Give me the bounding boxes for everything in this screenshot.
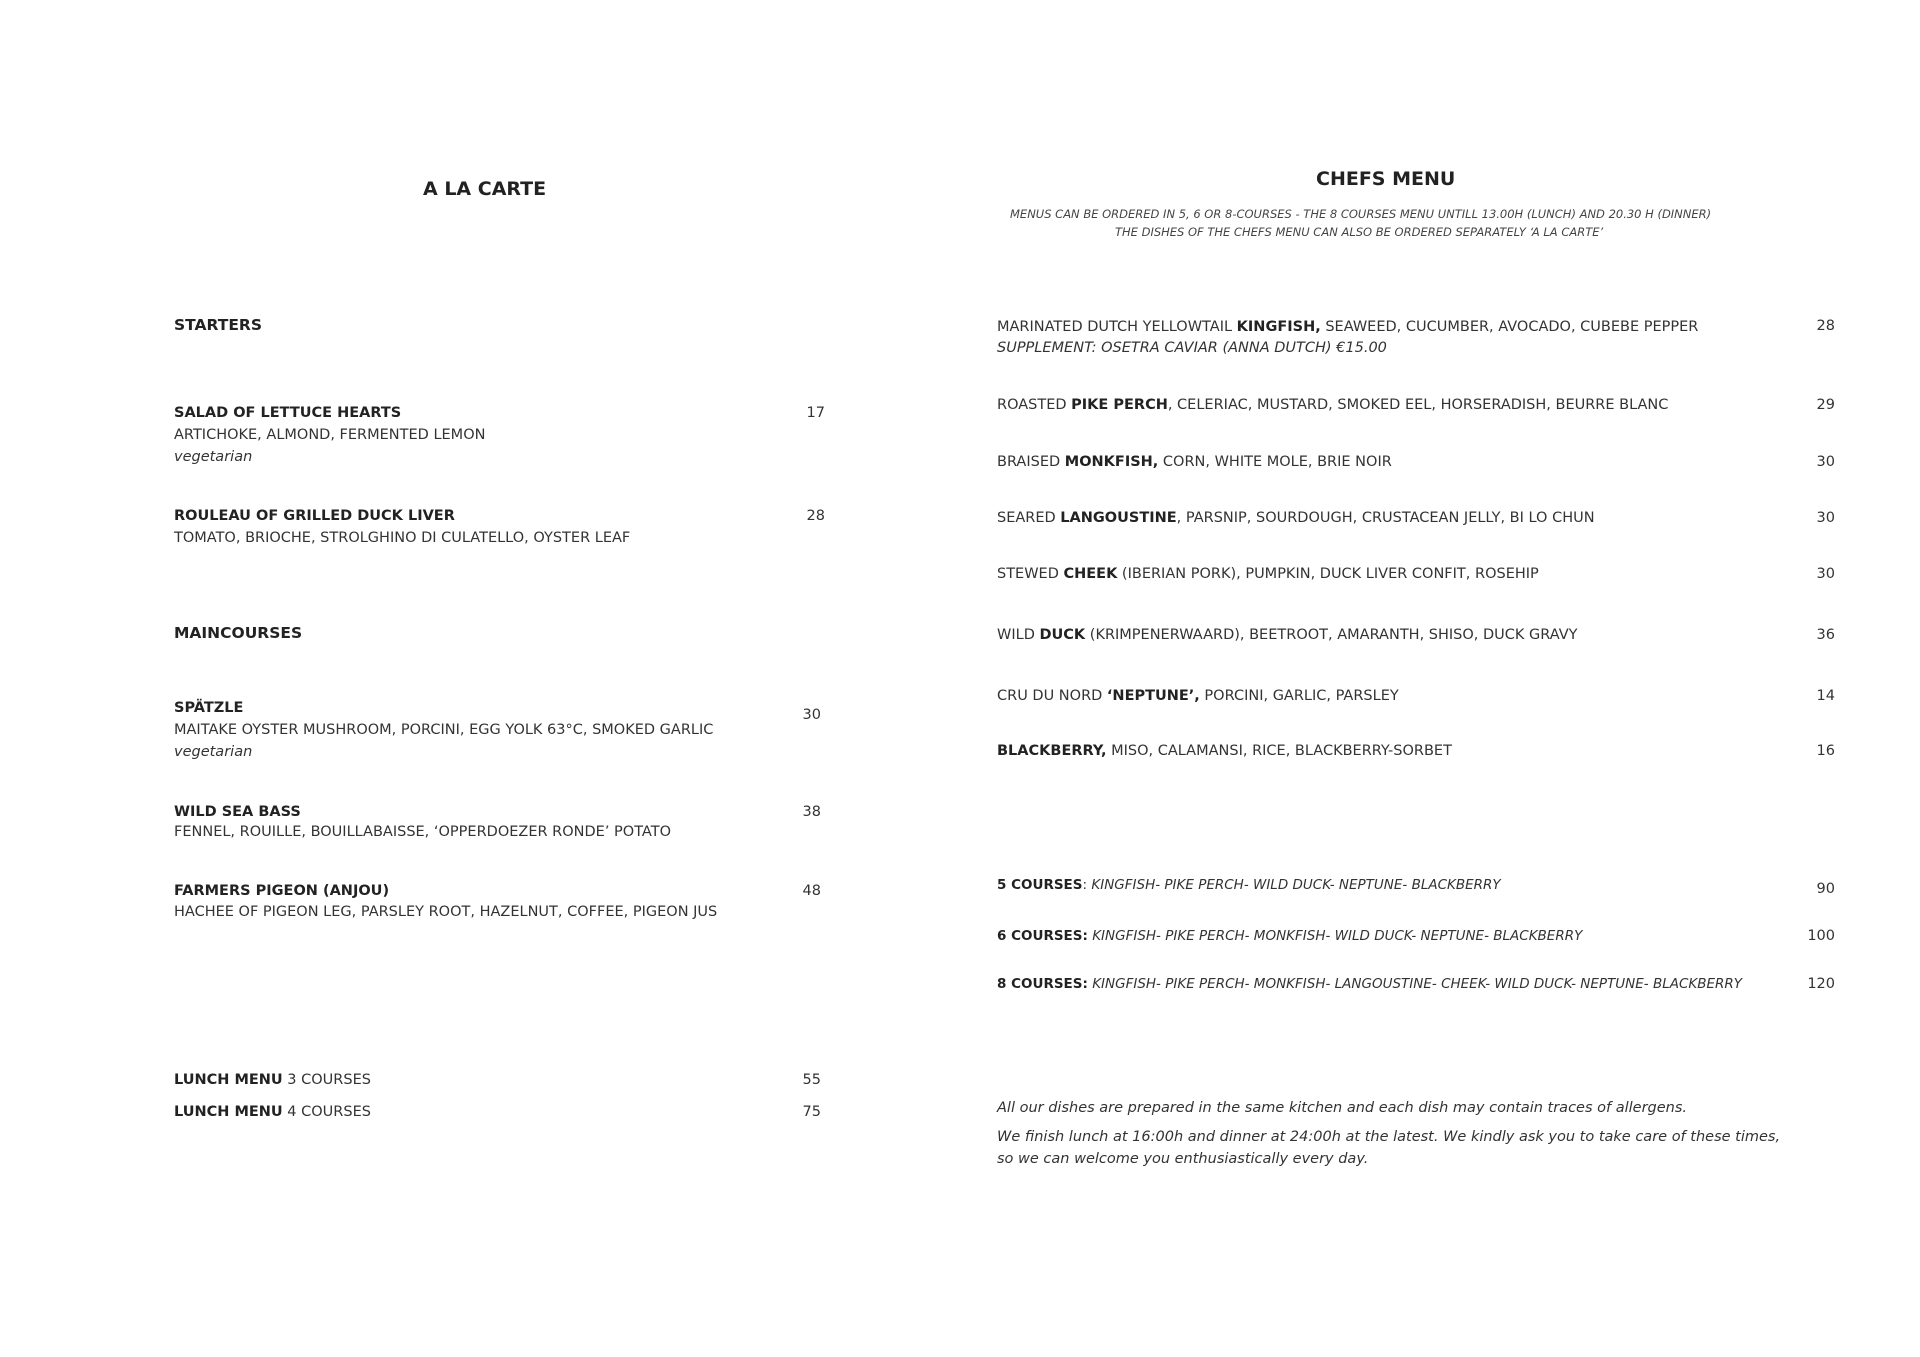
- course-line: 5 COURSES: KINGFISH- PIKE PERCH- WILD DUCK- NEPTUNE- BLACKBERRY: [997, 877, 1501, 893]
- course-line: 8 COURSES: KINGFISH- PIKE PERCH- MONKFISH- LANGOUSTINE- CHEEK- WILD DUCK- NEPTUNE- BLACKBERRY: [997, 976, 1743, 992]
- dish-line: WILD DUCK (KRIMPENERWAARD), BEETROOT, AMARANTH, SHISO, DUCK GRAVY: [997, 627, 1578, 643]
- dish-name: SPÄTZLE: [174, 700, 244, 716]
- lunch-menu-price: 75: [802, 1104, 821, 1120]
- dish-price: 36: [1816, 627, 1835, 643]
- lunch-menu-label: LUNCH MENU 3 COURSES: [174, 1072, 371, 1088]
- dish-line: SEARED LANGOUSTINE, PARSNIP, SOURDOUGH, CRUSTACEAN JELLY, BI LO CHUN: [997, 510, 1595, 526]
- dish-supplement: SUPPLEMENT: OSETRA CAVIAR (ANNA DUTCH) €15.00: [997, 340, 1387, 356]
- course-price: 90: [1816, 881, 1835, 897]
- dish-price: 16: [1816, 743, 1835, 759]
- chefs-menu-note: MENUS CAN BE ORDERED IN 5, 6 OR 8-COURSES - THE 8 COURSES MENU UNTILL 13.00H (LUNCH) AND 20.30 H (DINNER): [1010, 207, 1712, 221]
- dish-description: HACHEE OF PIGEON LEG, PARSLEY ROOT, HAZELNUT, COFFEE, PIGEON JUS: [174, 904, 718, 920]
- dish-price: 28: [1816, 318, 1835, 334]
- course-price: 120: [1807, 976, 1835, 992]
- dish-price: 28: [806, 508, 825, 524]
- dish-description: ARTICHOKE, ALMOND, FERMENTED LEMON: [174, 427, 486, 443]
- dish-price: 30: [802, 707, 821, 723]
- a-la-carte-title: A LA CARTE: [423, 178, 547, 200]
- dish-tag: vegetarian: [174, 449, 253, 465]
- dish-name: ROULEAU OF GRILLED DUCK LIVER: [174, 508, 455, 524]
- allergen-note: All our dishes are prepared in the same kitchen and each dish may contain traces of allergens.: [997, 1100, 1688, 1116]
- maincourses-heading: MAINCOURSES: [174, 624, 303, 642]
- dish-price: 48: [802, 883, 821, 899]
- dish-description: FENNEL, ROUILLE, BOUILLABAISSE, ‘OPPERDOEZER RONDE’ POTATO: [174, 824, 672, 840]
- dish-price: 14: [1816, 688, 1835, 704]
- dish-line: STEWED CHEEK (IBERIAN PORK), PUMPKIN, DUCK LIVER CONFIT, ROSEHIP: [997, 566, 1539, 582]
- dish-name: FARMERS PIGEON (ANJOU): [174, 883, 390, 899]
- dish-line: MARINATED DUTCH YELLOWTAIL KINGFISH, SEAWEED, CUCUMBER, AVOCADO, CUBEBE PEPPER: [997, 319, 1699, 335]
- dish-tag: vegetarian: [174, 744, 253, 760]
- dish-price: 30: [1816, 510, 1835, 526]
- starters-heading: STARTERS: [174, 316, 263, 334]
- dish-line: BRAISED MONKFISH, CORN, WHITE MOLE, BRIE NOIR: [997, 454, 1392, 470]
- opening-times-note: We finish lunch at 16:00h and dinner at 24:00h at the latest. We kindly ask you to take care of these times,: [997, 1129, 1781, 1145]
- dish-line: ROASTED PIKE PERCH, CELERIAC, MUSTARD, SMOKED EEL, HORSERADISH, BEURRE BLANC: [997, 397, 1669, 413]
- opening-times-note: so we can welcome you enthusiastically every day.: [997, 1151, 1369, 1167]
- chefs-menu-note: THE DISHES OF THE CHEFS MENU CAN ALSO BE ORDERED SEPARATELY ‘A LA CARTE’: [1115, 225, 1604, 239]
- chefs-menu-title: CHEFS MENU: [1316, 168, 1456, 190]
- dish-price: 29: [1816, 397, 1835, 413]
- dish-price: 30: [1816, 566, 1835, 582]
- lunch-menu-label: LUNCH MENU 4 COURSES: [174, 1104, 371, 1120]
- course-line: 6 COURSES: KINGFISH- PIKE PERCH- MONKFISH- WILD DUCK- NEPTUNE- BLACKBERRY: [997, 928, 1583, 944]
- dish-line: BLACKBERRY, MISO, CALAMANSI, RICE, BLACKBERRY-SORBET: [997, 743, 1452, 759]
- lunch-menu-price: 55: [802, 1072, 821, 1088]
- dish-price: 17: [806, 405, 825, 421]
- dish-description: TOMATO, BRIOCHE, STROLGHINO DI CULATELLO, OYSTER LEAF: [174, 530, 631, 546]
- dish-name: WILD SEA BASS: [174, 804, 301, 820]
- dish-description: MAITAKE OYSTER MUSHROOM, PORCINI, EGG YOLK 63°C, SMOKED GARLIC: [174, 722, 714, 738]
- dish-price: 38: [802, 804, 821, 820]
- dish-price: 30: [1816, 454, 1835, 470]
- dish-line: CRU DU NORD ‘NEPTUNE’, PORCINI, GARLIC, PARSLEY: [997, 688, 1399, 704]
- dish-name: SALAD OF LETTUCE HEARTS: [174, 405, 402, 421]
- course-price: 100: [1807, 928, 1835, 944]
